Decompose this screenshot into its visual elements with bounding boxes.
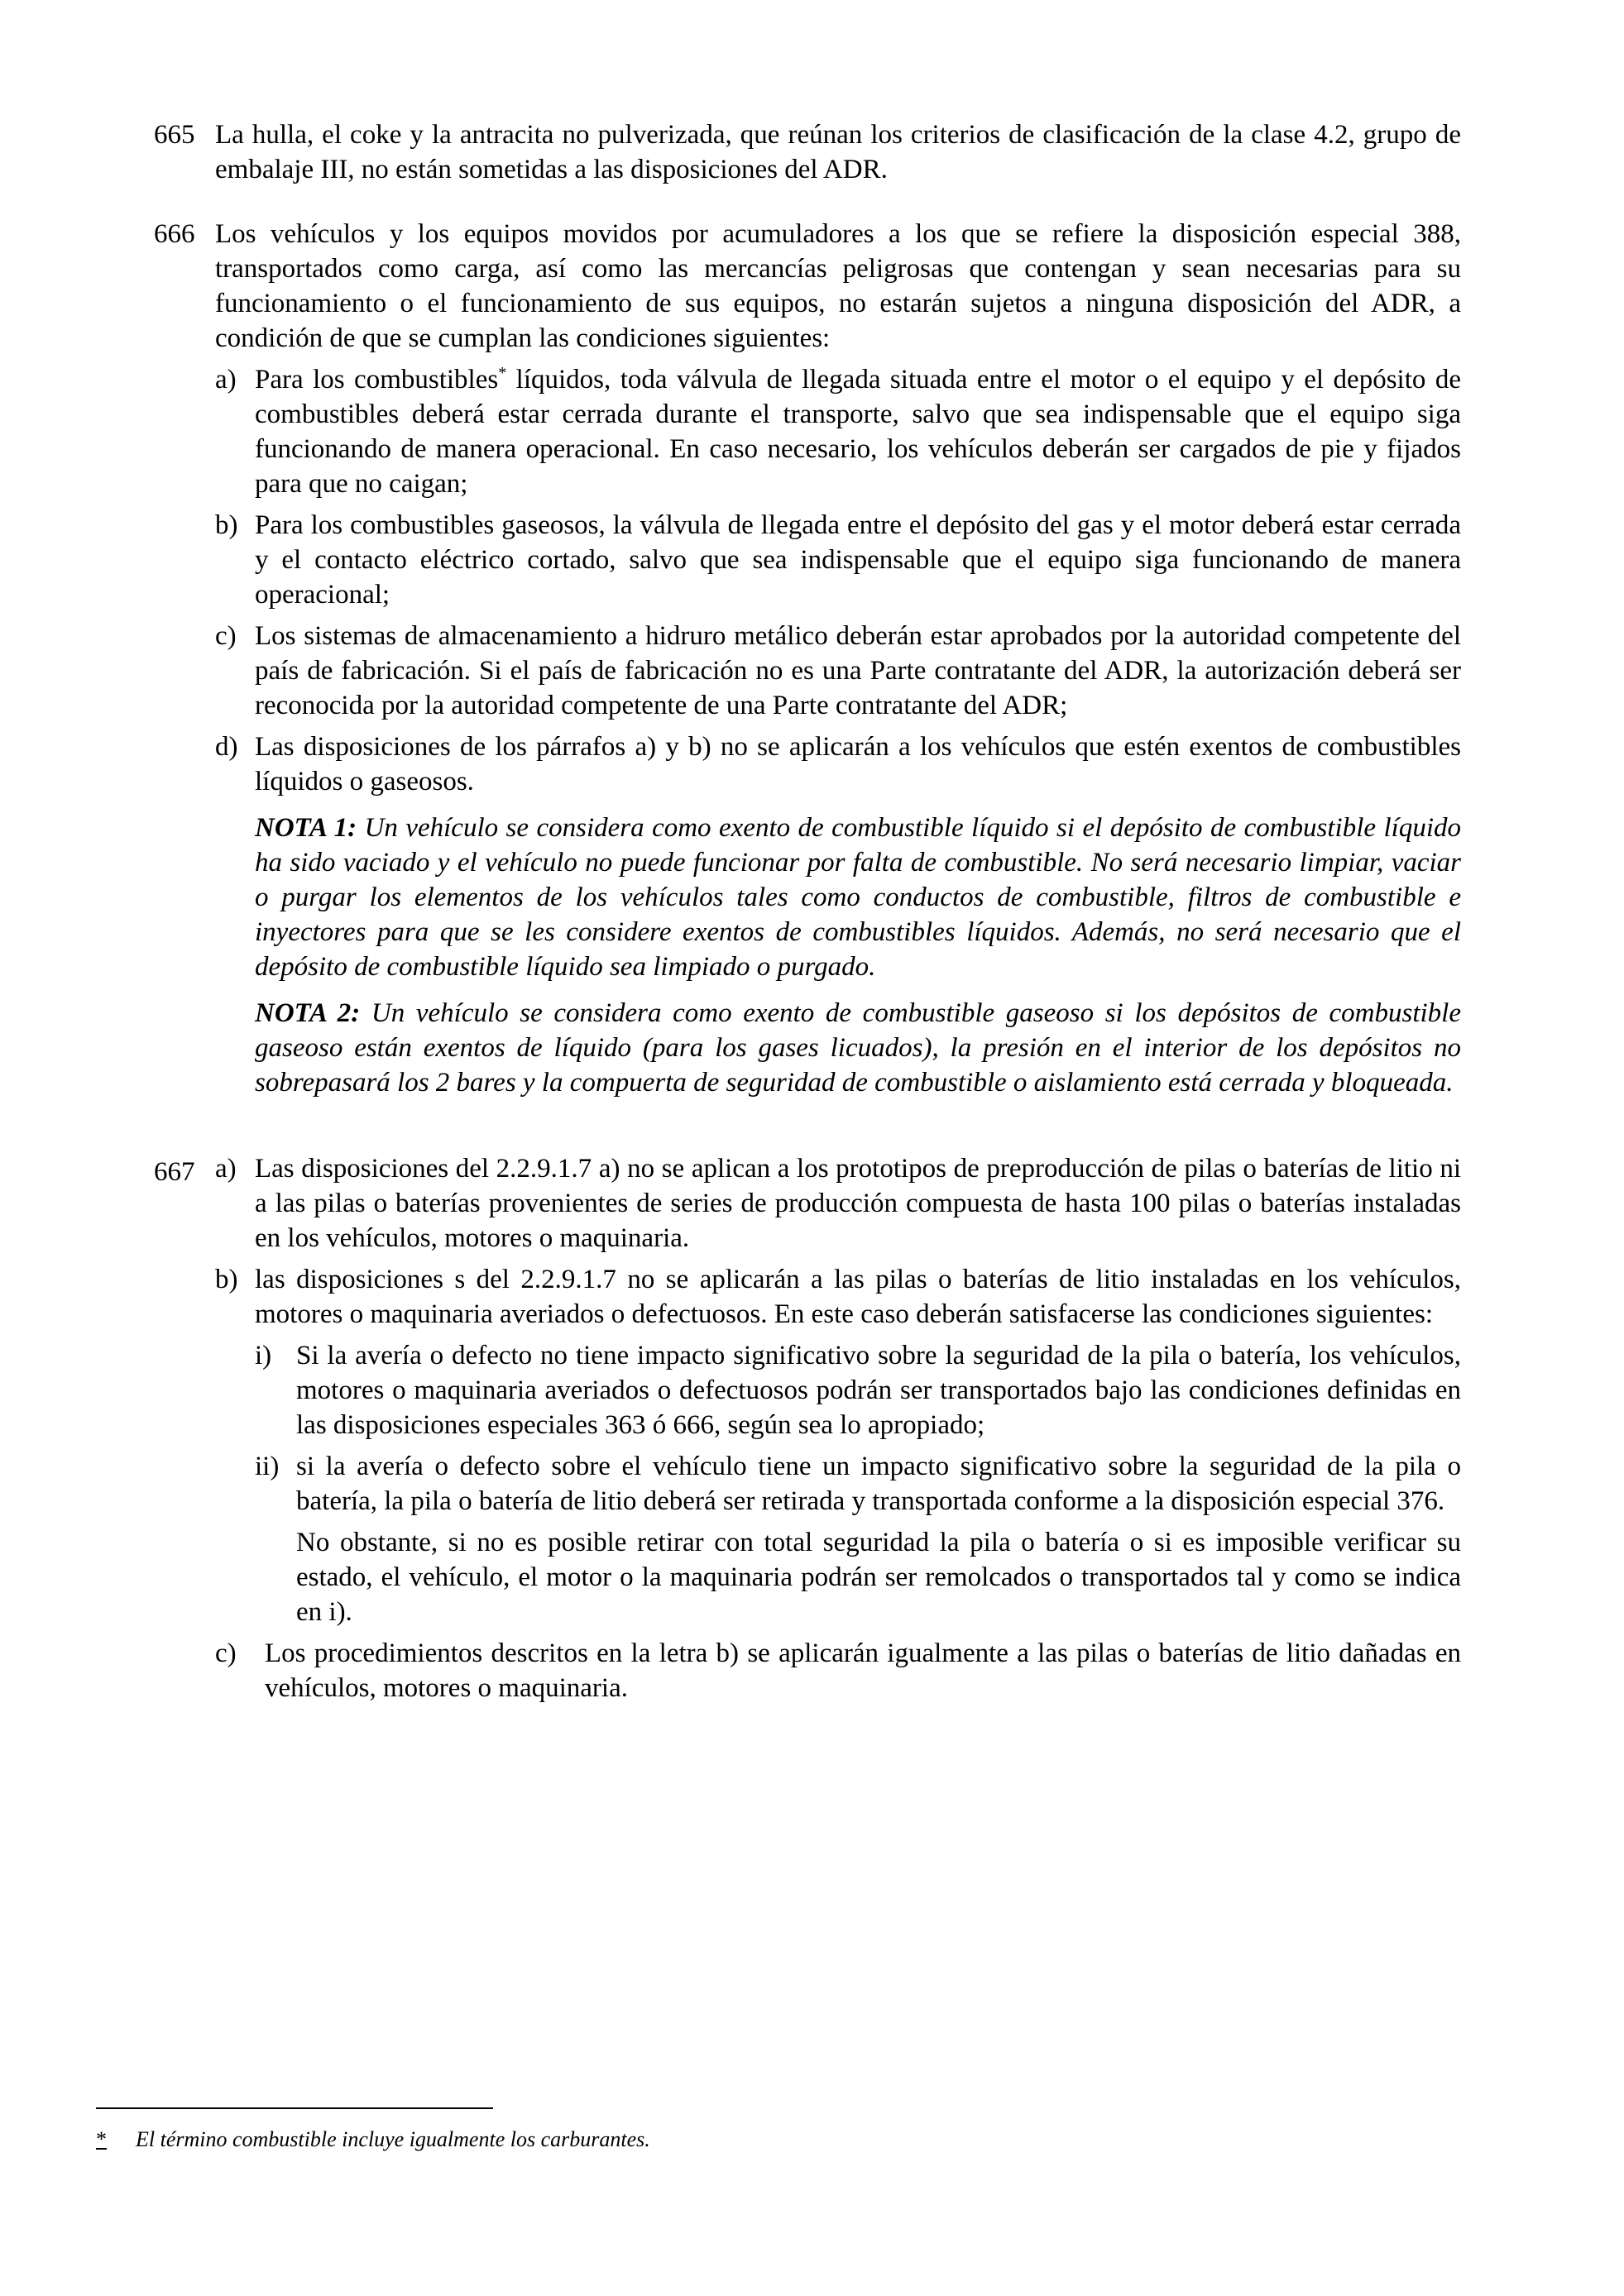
item-text: Los sistemas de almacenamiento a hidruro metálico deberán estar aprobados por la autoridad competente del país de fabricación. Si el país de fabricación no es una Parte contratante del ADR, la autorización deberá ser reconocida por la autoridad competente de una Parte contratante del ADR; — [255, 621, 1461, 720]
list-item — [215, 1636, 1461, 1705]
list-item — [215, 1262, 1461, 1332]
list-item — [215, 619, 1461, 723]
list-item — [255, 1338, 1461, 1442]
item-label: b) — [215, 1265, 238, 1294]
provision-666 — [154, 217, 1461, 1100]
item-text: Las disposiciones del 2.2.9.1.7 a) no se aplican a los prototipos de preproducción de pilas o baterías de litio ni a las pilas o baterías provenientes de series de producción compuesta de hasta 100 pilas o baterías instaladas en los vehículos, motores o maquinaria. — [255, 1154, 1461, 1253]
provision-667 — [154, 1151, 1461, 1705]
item-label: i) — [255, 1341, 272, 1370]
provision-text: La hulla, el coke y la antracita no pulverizada, que reúnan los criterios de clasificación de la clase 4.2, grupo de embalaje III, no están sometidas a las disposiciones del ADR. — [215, 120, 1461, 184]
footnote-mark: * — [96, 2127, 107, 2151]
list-item — [215, 729, 1461, 799]
item-text: las disposiciones s del 2.2.9.1.7 no se aplicarán a las pilas o baterías de litio instaladas en los vehículos, motores o maquinaria averiados o defectuosos. En este caso deberán satisfacerse las condiciones siguientes: — [255, 1265, 1461, 1329]
note-2: NOTA 2: Un vehículo se considera como exento de combustible gaseoso si los depósitos de combustible gaseoso están exentos de líquido (para los gases licuados), la presión en el interior de los depósitos no sobrepasará los 2 bares y la compuerta de seguridad de combustible o aislamiento está cerrada y bloqueada. — [255, 998, 1461, 1098]
footnote-text: El término combustible incluye igualmente los carburantes. — [136, 2127, 650, 2151]
item-text: Si la avería o defecto no tiene impacto significativo sobre la seguridad de la pila o batería, los vehículos, motores o maquinaria averiados o defectuosos podrán ser transportados bajo las condiciones definidas en las disposiciones especiales 363 ó 666, según sea lo apropiado; — [296, 1341, 1461, 1440]
provision-665 — [154, 117, 1461, 187]
footnote-ref: * — [498, 364, 507, 382]
item-text: si la avería o defecto sobre el vehículo tiene un impacto significativo sobre la seguridad de la pila o batería, la pila o batería de litio deberá ser retirada y transportada conforme a la disposición especial 376. — [296, 1452, 1461, 1516]
item-label: c) — [215, 621, 237, 651]
provision-intro: Los vehículos y los equipos movidos por acumuladores a los que se refiere la disposición especial 388, transportados como carga, así como las mercancías peligrosas que contengan y sean necesarias para su funcionamiento o el funcionamiento de sus equipos, no estarán sujetos a ninguna disposición del ADR, a condición de que se cumplan las condiciones siguientes: — [215, 219, 1461, 353]
item-label: d) — [215, 732, 238, 762]
list-item — [215, 1151, 1461, 1256]
note-1: NOTA 1: Un vehículo se considera como exento de combustible líquido si el depósito de combustible líquido ha sido vaciado y el vehículo no puede funcionar por falta de combustible. No será necesario limpiar, vaciar o purgar los elementos de los vehículos tales como conductos de combustible, filtros de combustible e inyectores para que se les considere exentos de combustibles líquidos. Además, no será necesario que el depósito de combustible líquido sea limpiado o purgado. — [255, 813, 1461, 982]
footnote — [96, 2126, 650, 2154]
provision-number: 665 — [154, 120, 195, 150]
provision-number: 666 — [154, 219, 195, 249]
list-item — [215, 508, 1461, 612]
item-label: ii) — [255, 1452, 280, 1481]
item-label: c) — [215, 1638, 237, 1668]
sub-list — [255, 1338, 1461, 1629]
item-text: Las disposiciones de los párrafos a) y b) no se aplicarán a los vehículos que estén exentos de combustibles líquidos o gaseosos. — [255, 732, 1461, 796]
provision-number: 667 — [154, 1157, 195, 1187]
footnote-separator — [96, 2107, 493, 2109]
item-label: a) — [215, 1154, 237, 1184]
item-text: Los procedimientos descritos en la letra b) se aplicarán igualmente a las pilas o baterías de litio dañadas en vehículos, motores o maquinaria. — [265, 1638, 1461, 1703]
list-item — [215, 362, 1461, 501]
item-label: a) — [215, 365, 237, 395]
item-label: b) — [215, 510, 238, 540]
item-text: Para los combustibles gaseosos, la válvula de llegada entre el depósito del gas y el motor deberá estar cerrada y el contacto eléctrico cortado, salvo que sea indispensable que el equipo siga funcionando de manera operacional; — [255, 510, 1461, 610]
list-item — [255, 1449, 1461, 1519]
item-text: Para los combustibles* líquidos, toda válvula de llegada situada entre el motor o el equipo y el depósito de combustibles deberá estar cerrada durante el transporte, salvo que sea indispensable que el equipo siga funcionando de manera operacional. En caso necesario, los vehículos deberán ser cargados de pie y fijados para que no caigan; — [255, 364, 1461, 499]
item-continuation: No obstante, si no es posible retirar con total seguridad la pila o batería o si es imposible verificar su estado, el vehículo, el motor o la maquinaria podrán ser remolcados o transportados tal y como se indica en i). — [296, 1528, 1461, 1627]
